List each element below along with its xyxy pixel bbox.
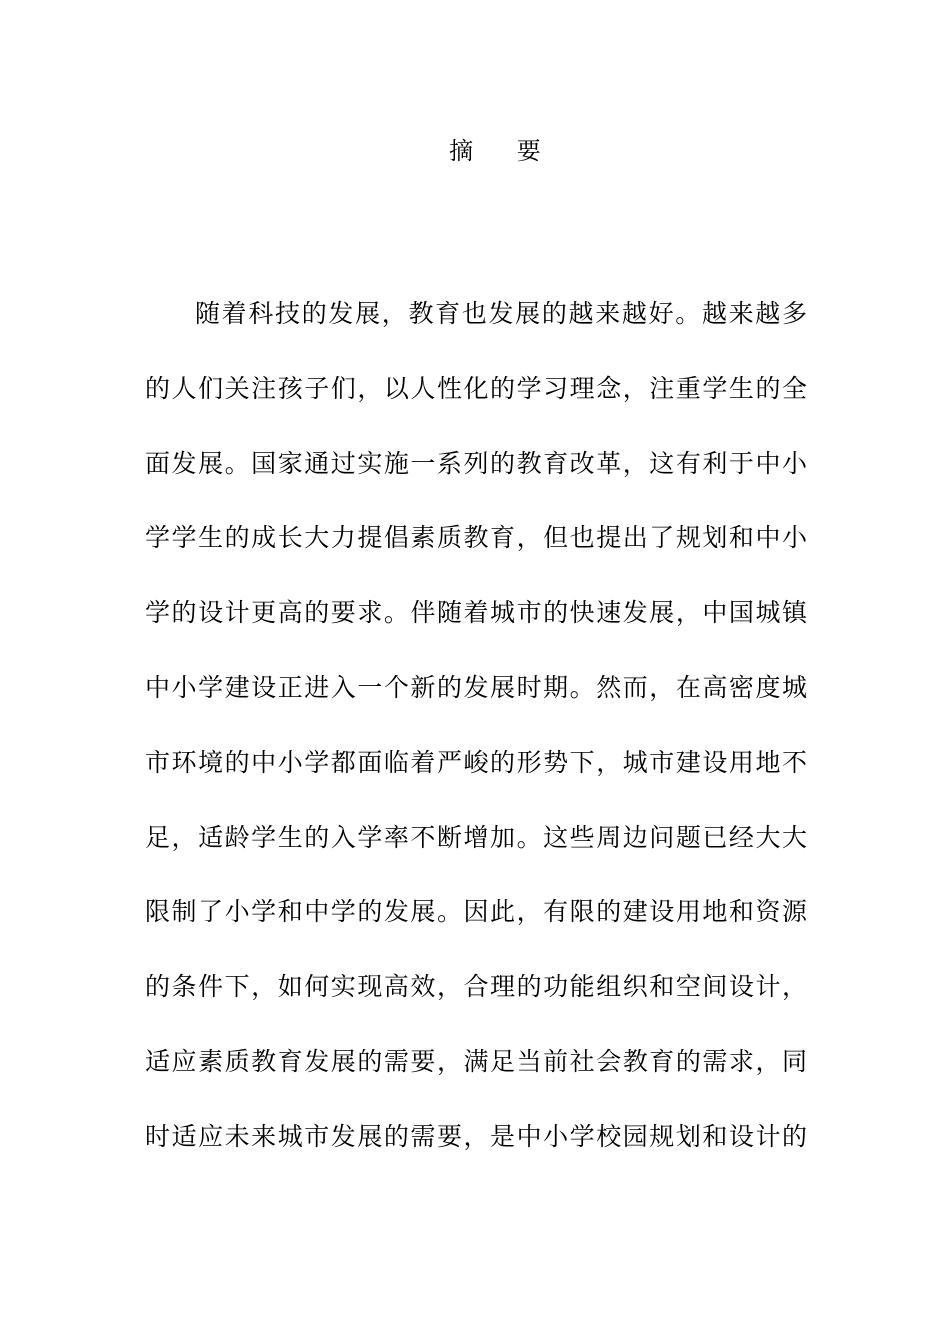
paragraph-line: 面发展。国家通过实施一系列的教育改革，这有利于中小 — [145, 448, 807, 478]
abstract-body — [145, 290, 807, 1188]
paragraph-line: 学的设计更高的要求。伴随着城市的快速发展，中国城镇 — [145, 598, 807, 628]
paragraph-line: 适应素质教育发展的需要，满足当前社会教育的需求，同 — [145, 1046, 807, 1076]
abstract-title: 摘 要 — [449, 137, 559, 165]
paragraph-line: 的条件下，如何实现高效，合理的功能组织和空间设计， — [145, 972, 807, 1002]
paragraph-line: 市环境的中小学都面临着严峻的形势下，城市建设用地不 — [145, 747, 807, 777]
paragraph-line: 限制了小学和中学的发展。因此，有限的建设用地和资源 — [145, 897, 807, 927]
paragraph-line: 中小学建设正进入一个新的发展时期。然而，在高密度城 — [145, 672, 807, 702]
paragraph-line: 随着科技的发展，教育也发展的越来越好。越来越多 — [195, 299, 807, 328]
paragraph-line: 的人们关注孩子们，以人性化的学习理念，注重学生的全 — [145, 373, 807, 403]
paragraph-line: 足，适龄学生的入学率不断增加。这些周边问题已经大大 — [145, 822, 807, 852]
paragraph-line: 学学生的成长大力提倡素质教育，但也提出了规划和中小 — [145, 523, 807, 553]
paragraph-line: 时适应未来城市发展的需要，是中小学校园规划和设计的 — [145, 1121, 807, 1151]
